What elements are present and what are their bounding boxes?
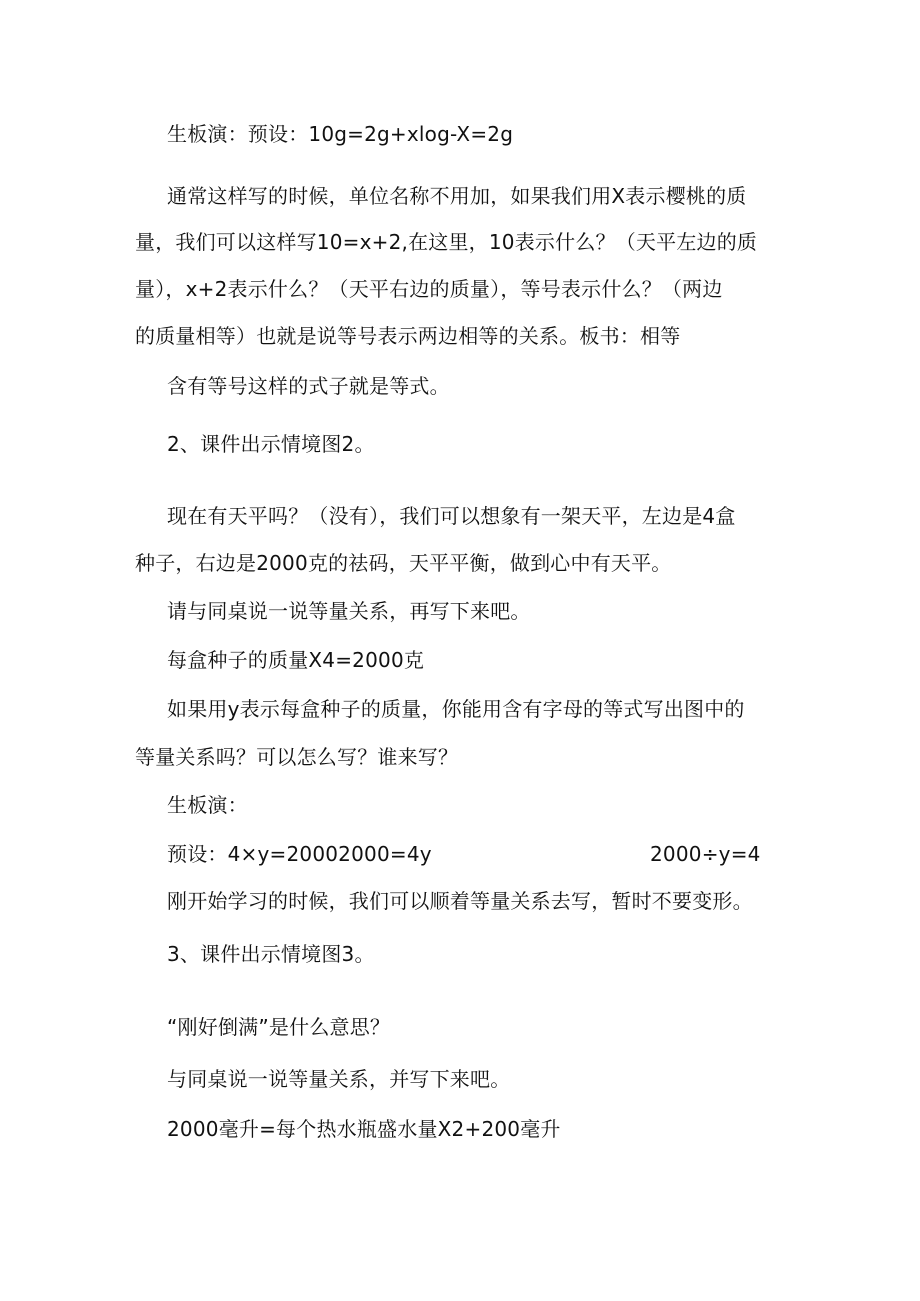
text-line-4: 量），x+2表示什么？（天平右边的质量），等号表示什么？（两边 bbox=[135, 277, 723, 301]
text-line-14: 生板演： bbox=[167, 793, 248, 817]
section-heading-2: 2、课件出示情境图2。 bbox=[167, 432, 375, 456]
text-line-15-right: 2000÷y=4 bbox=[650, 842, 761, 866]
text-line-15-left: 预设：4×y=20002000=4y bbox=[167, 842, 432, 866]
text-line-19: 与同桌说一说等量关系，并写下来吧。 bbox=[167, 1067, 511, 1091]
text-line-6: 含有等号这样的式子就是等式。 bbox=[167, 374, 450, 398]
section-heading-3: 3、课件出示情境图3。 bbox=[167, 942, 375, 966]
text-line-10: 请与同桌说一说等量关系，再写下来吧。 bbox=[167, 599, 531, 623]
text-line-2: 通常这样写的时候，单位名称不用加，如果我们用X表示樱桃的质 bbox=[167, 184, 747, 208]
text-line-9: 种子，右边是2000克的祛码，天平平衡，做到心中有天平。 bbox=[135, 551, 672, 575]
text-line-18: “刚好倒满”是什么意思？ bbox=[167, 1015, 391, 1039]
text-line-20: 2000毫升=每个热水瓶盛水量X2+200毫升 bbox=[167, 1117, 561, 1141]
text-line-11: 每盒种子的质量X4=2000克 bbox=[167, 648, 425, 672]
text-line-13: 等量关系吗？可以怎么写？谁来写？ bbox=[135, 745, 459, 769]
text-line-8: 现在有天平吗？（没有），我们可以想象有一架天平，左边是4盒 bbox=[167, 504, 736, 528]
text-line-16: 刚开始学习的时候，我们可以顺着等量关系去写，暂时不要变形。 bbox=[167, 889, 753, 913]
text-line-5: 的质量相等）也就是说等号表示两边相等的关系。板书：相等 bbox=[135, 324, 681, 348]
text-line-3: 量，我们可以这样写10=x+2,在这里，10表示什么？（天平左边的质 bbox=[135, 230, 758, 254]
text-line-1: 生板演：预设：10g=2g+xlog-X=2g bbox=[167, 122, 514, 146]
text-line-12: 如果用y表示每盒种子的质量，你能用含有字母的等式写出图中的 bbox=[167, 697, 745, 721]
